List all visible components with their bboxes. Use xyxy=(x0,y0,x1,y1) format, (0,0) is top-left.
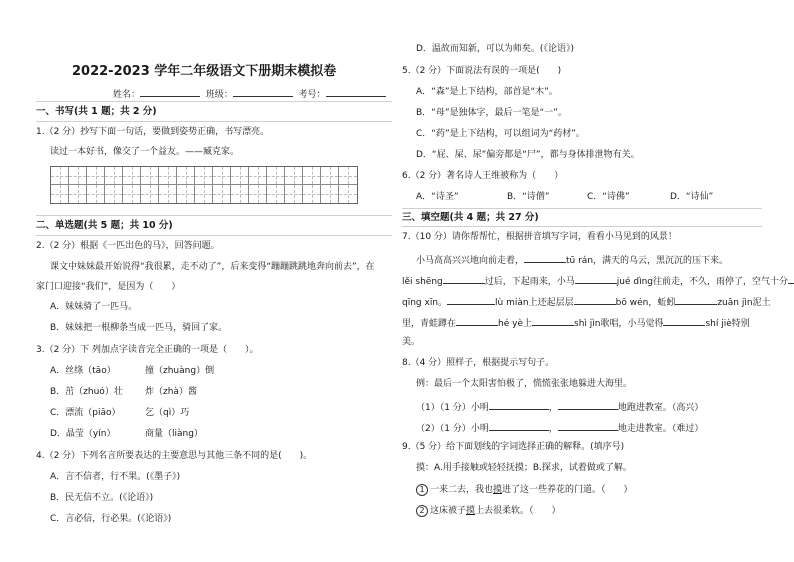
q9-item-2 xyxy=(416,505,561,517)
grid-cell[interactable] xyxy=(249,167,267,185)
text: 上 xyxy=(522,319,532,329)
grid-cell[interactable] xyxy=(69,185,87,203)
text: （1）（1 分）小明 xyxy=(416,403,489,413)
grid-cell[interactable] xyxy=(213,185,231,203)
text: ，蚯蚓 xyxy=(648,298,676,308)
grid-cell[interactable] xyxy=(141,167,159,185)
grid-cell[interactable] xyxy=(159,185,177,203)
q8-prompt: 8.（4 分）照样子，根据提示写句子。 xyxy=(402,358,555,368)
q8-example: 例：最后一个太阳害怕极了，慌慌张张地躲进大海里。 xyxy=(416,379,633,389)
blank[interactable] xyxy=(675,295,717,305)
q6-option-c[interactable]: C．“诗佛” xyxy=(587,192,630,202)
text: 小马高高兴兴地向前走着， xyxy=(416,256,525,266)
section3-heading: 三、填空题(共 4 题；共 27 分) xyxy=(402,212,539,223)
q2-context: 课文中妹妹最开始说得“我很累，走不动了”，后来变得“蹦蹦跳跳地奔向前去”，在 xyxy=(50,262,375,272)
q2-option-a[interactable]: A．妹妹骑了一匹马。 xyxy=(50,302,138,312)
grid-cell[interactable] xyxy=(303,185,321,203)
text: 上去很柔软。（ ） xyxy=(475,506,561,516)
grid-cell[interactable] xyxy=(105,167,123,185)
q7-line xyxy=(402,295,771,309)
text: 上还起层层 xyxy=(528,298,574,308)
text: 歌唱，小马觉得 xyxy=(600,319,664,329)
blank[interactable] xyxy=(524,253,566,263)
q9-item-1 xyxy=(416,484,633,496)
grid-cell[interactable] xyxy=(69,167,87,185)
text: 泥土 xyxy=(752,298,771,308)
option-part: B．茁（zhuó）壮 xyxy=(50,387,123,397)
writing-grid[interactable] xyxy=(50,166,358,204)
option-part: 撞（zhuàng）倒 xyxy=(145,366,215,376)
q4-prompt: 4.（2 分）下列名言所要表达的主要意思与其他三条不同的是( )。 xyxy=(36,451,313,461)
blank[interactable] xyxy=(532,316,574,326)
grid-cell[interactable] xyxy=(123,167,141,185)
q4-option-d[interactable]: D．温故而知新，可以为师矣。(《论语》) xyxy=(416,44,574,54)
option-part: 商量（liàng） xyxy=(145,429,203,439)
text: 地走进教室。（难过） xyxy=(617,424,704,434)
divider xyxy=(402,226,762,227)
divider xyxy=(36,121,392,122)
divider xyxy=(36,101,392,102)
grid-cell[interactable] xyxy=(159,167,177,185)
grid-cell[interactable] xyxy=(267,167,285,185)
q7-line xyxy=(402,274,794,288)
option-part: 炸（zhà）酱 xyxy=(145,387,197,397)
q1-prompt: 1.（2 分）抄写下面一句话，要做到姿势正确，书写漂亮。 xyxy=(36,127,270,137)
q4-option-a[interactable]: A．言不信者，行不果。(《墨子》) xyxy=(50,472,181,482)
q1-sentence: 读过一本好书，像交了一个益友。——臧克家。 xyxy=(50,147,240,157)
grid-cell[interactable] xyxy=(51,185,69,203)
grid-cell[interactable] xyxy=(87,167,105,185)
blank[interactable] xyxy=(447,295,495,305)
name-label: 姓名： xyxy=(113,90,141,100)
q5-option-b[interactable]: B．“母”是独体字，最后一笔是“一”。 xyxy=(416,108,567,118)
grid-cell[interactable] xyxy=(177,167,195,185)
q8-item-1: （1）（1 分）小明 ， 地跑进教室。（高兴） xyxy=(416,400,703,414)
name-field[interactable] xyxy=(140,87,200,97)
q9-prompt: 9.（5 分）给下面划线的字词选择正确的解释。(填序号) xyxy=(402,442,625,452)
grid-cell[interactable] xyxy=(321,167,339,185)
grid-cell[interactable] xyxy=(177,185,195,203)
class-label: 班级： xyxy=(205,90,233,100)
q7-line xyxy=(402,316,750,330)
divider xyxy=(402,208,762,209)
q5-option-d[interactable]: D．“屁、屎、尿”偏旁都是“尸”，都与身体排泄物有关。 xyxy=(416,150,640,160)
exam-title: 2022-2023 学年二年级语文下册期末模拟卷 xyxy=(72,64,337,79)
text: 进了这一些养花的门道。（ ） xyxy=(502,485,633,495)
option-part: D．晶莹（yín） xyxy=(50,429,116,439)
grid-cell[interactable] xyxy=(141,185,159,203)
divider xyxy=(36,235,392,236)
text: 这床被子 xyxy=(430,506,467,516)
q7-line xyxy=(416,253,728,267)
option-part: A．丝绦（tāo） xyxy=(50,366,116,376)
grid-cell[interactable] xyxy=(285,185,303,203)
exam-no-field[interactable] xyxy=(326,87,386,97)
grid-cell[interactable] xyxy=(195,185,213,203)
section2-heading: 二、单选题(共 5 题；共 10 分) xyxy=(36,220,173,231)
pinyin: shì jìn xyxy=(574,319,601,329)
pinyin: jué dìng xyxy=(616,277,653,287)
q5-option-a[interactable]: A．“森”是上下结构，部首是“木”。 xyxy=(416,87,558,97)
class-field[interactable] xyxy=(233,87,293,97)
grid-cell[interactable] xyxy=(249,185,267,203)
q8-item-2: （2）（1 分）小明 ， 地走进教室。（难过） xyxy=(416,421,703,435)
q3-option-a[interactable] xyxy=(50,366,215,377)
q6-option-a[interactable]: A．“诗圣” xyxy=(416,192,459,202)
grid-cell[interactable] xyxy=(321,185,339,203)
blank[interactable] xyxy=(443,274,485,284)
blank[interactable] xyxy=(574,295,616,305)
q2-prompt: 2.（2 分）根据《一匹出色的马》，回答问题。 xyxy=(36,241,220,251)
underlined-word: 摸 xyxy=(466,506,476,516)
right-column xyxy=(402,0,789,562)
pinyin: zuān jìn xyxy=(717,298,753,308)
blank[interactable] xyxy=(558,421,618,431)
section1-heading: 一、书写(共 1 题；共 2 分) xyxy=(36,106,157,117)
text: 地跑进教室。（高兴） xyxy=(617,403,704,413)
circled-number: 2 xyxy=(416,505,428,517)
q3-option-d[interactable] xyxy=(50,429,203,440)
divider xyxy=(36,215,392,216)
grid-cell[interactable] xyxy=(195,167,213,185)
q7-line: 美。 xyxy=(402,337,421,347)
pinyin: bō wén xyxy=(615,298,649,308)
grid-cell[interactable] xyxy=(51,167,69,185)
pinyin: lěi shēng xyxy=(402,277,443,287)
q7-prompt: 7.（10 分）请你帮帮忙，根据拼音填写字词，看看小马见到的风景！ xyxy=(402,232,677,242)
q6-option-b[interactable]: B．“诗僧” xyxy=(507,192,550,202)
exam-no-label: 考号： xyxy=(298,90,326,100)
blank[interactable] xyxy=(489,400,549,410)
text: ，满天的乌云，黑沉沉的压下来。 xyxy=(593,256,729,266)
grid-cell[interactable] xyxy=(105,185,123,203)
text: 。 xyxy=(438,298,448,308)
left-column xyxy=(36,0,391,562)
pinyin: tū rán xyxy=(566,256,594,266)
q6-prompt: 6.（2 分）著名诗人王维被称为（ ） xyxy=(402,171,564,181)
q5-prompt: 5.（2 分）下面说法有误的一项是( ) xyxy=(402,66,562,76)
text: （2）（1 分）小明 xyxy=(416,424,489,434)
grid-cell[interactable] xyxy=(339,185,357,203)
q3-prompt: 3.（2 分）下 列加点字读音完全正确的一项是（ ）。 xyxy=(36,345,259,355)
grid-cell[interactable] xyxy=(231,167,249,185)
q4-option-c[interactable]: C．言必信，行必果。(《论语》) xyxy=(50,514,172,524)
text: 里，青蛙蹲在 xyxy=(402,319,457,329)
blank[interactable] xyxy=(575,274,617,284)
student-info-line xyxy=(113,87,386,101)
q2-option-b[interactable]: B．妹妹把一根柳条当成一匹马，骑回了家。 xyxy=(50,323,228,333)
q6-option-d[interactable]: D．“诗仙” xyxy=(670,192,714,202)
grid-cell[interactable] xyxy=(123,185,141,203)
grid-cell[interactable] xyxy=(303,167,321,185)
pinyin: qīng xīn xyxy=(402,298,439,308)
pinyin: lù miàn xyxy=(495,298,529,308)
pinyin: shí jiè xyxy=(705,319,732,329)
blank[interactable] xyxy=(663,316,705,326)
q3-option-b[interactable] xyxy=(50,387,197,398)
grid-cell[interactable] xyxy=(285,167,303,185)
grid-cell[interactable] xyxy=(213,167,231,185)
underlined-word: 摸 xyxy=(493,485,503,495)
blank[interactable] xyxy=(788,274,794,284)
grid-cell[interactable] xyxy=(339,167,357,185)
blank[interactable] xyxy=(489,421,549,431)
q2-context: 家门口迎接“我们”，是因为（ ） xyxy=(36,282,181,292)
grid-cell[interactable] xyxy=(267,185,285,203)
text: 往前走，不久，雨停了，空气十分 xyxy=(653,277,789,287)
blank[interactable] xyxy=(456,316,498,326)
blank[interactable] xyxy=(558,400,618,410)
pinyin: hé yè xyxy=(498,319,523,329)
q4-option-b[interactable]: B．民无信不立。(《论语》) xyxy=(50,493,154,503)
q9-explanation: 摸：A.用手接触或轻轻抚摸；B.探求，试着做或了解。 xyxy=(416,463,632,473)
q5-option-c[interactable]: C．“药”是上下结构，可以组词为“药材”。 xyxy=(416,129,585,139)
circled-number: 1 xyxy=(416,484,428,496)
q3-option-c[interactable] xyxy=(50,408,190,419)
option-part: C．漂流（piāo） xyxy=(50,408,121,418)
grid-cell[interactable] xyxy=(231,185,249,203)
option-part: 乞（qì）巧 xyxy=(145,408,190,418)
grid-cell[interactable] xyxy=(87,185,105,203)
text: 一来二去，我也 xyxy=(430,485,494,495)
text: 特别 xyxy=(731,319,750,329)
text: 过后，下起雨来，小马 xyxy=(484,277,575,287)
